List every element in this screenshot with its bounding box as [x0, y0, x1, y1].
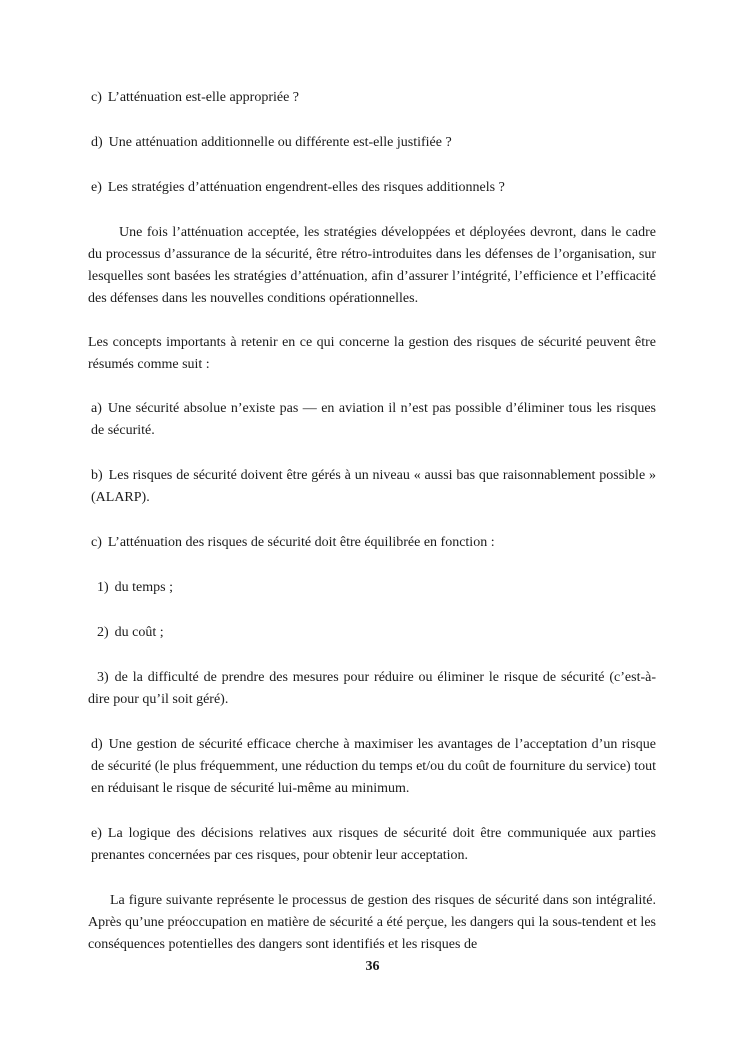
sub-item-2-label: 2) [97, 625, 109, 640]
document-page [88, 87, 656, 978]
question-d [88, 132, 656, 154]
concept-d-label: d) [91, 737, 103, 752]
question-d-text: Une atténuation additionnelle ou différente est-elle justifiée ? [108, 135, 452, 150]
question-e-label: e) [91, 180, 102, 195]
question-c-text: L’atténuation est-elle appropriée ? [107, 90, 300, 105]
question-e-text: Les stratégies d’atténuation engendrent-elles des risques additionnels ? [107, 180, 505, 195]
concept-d [88, 734, 656, 800]
paragraph-figure-intro: La figure suivante représente le processus de gestion des risques de sécurité dans son intégralité. Après qu’une préoccupation en matière de sécurité a été perçue, les dangers qui la sous-tendent et les conséquences potentielles des dangers sont identifiés et les risques de [88, 893, 656, 952]
sub-item-1 [88, 577, 656, 599]
sub-item-3-label: 3) [97, 670, 109, 685]
question-c-label: c) [91, 90, 102, 105]
concept-d-text: Une gestion de sécurité efficace cherche à maximiser les avantages de l’acceptation d’un risque de sécurité (le plus fréquemment, une réduction du temps et/ou du coût de fourniture du service) tout en réduisant le risque de sécurité lui-même au minimum. [91, 737, 656, 796]
concept-c [88, 532, 656, 554]
question-d-label: d) [91, 135, 103, 150]
question-c [88, 87, 656, 109]
concept-c-label: c) [91, 535, 102, 550]
sub-item-1-label: 1) [97, 580, 109, 595]
concept-a-text: Une sécurité absolue n’existe pas — en aviation il n’est pas possible d’éliminer tous les risques de sécurité. [91, 401, 656, 438]
paragraph-mitigation: Une fois l’atténuation acceptée, les stratégies développées et déployées devront, dans le cadre du processus d’assurance de la sécurité, être rétro-introduites dans les défenses de l’organisation, sur lesquelles sont basées les stratégies d’atténuation, afin d’assurer l’intégrité, l’efficience et l’efficacité des défenses dans les nouvelles conditions opérationnelles. [88, 225, 656, 306]
sub-item-3 [88, 667, 656, 711]
sub-item-2-text: du coût ; [114, 625, 164, 640]
paragraph-concepts-intro: Les concepts importants à retenir en ce qui concerne la gestion des risques de sécurité peuvent être résumés comme suit : [88, 335, 656, 372]
sub-item-3-text: de la difficulté de prendre des mesures pour réduire ou éliminer le risque de sécurité (c’est-à-dire pour qu’il soit géré). [88, 670, 656, 707]
concept-a [88, 398, 656, 442]
sub-item-2 [88, 622, 656, 644]
question-e [88, 177, 656, 199]
concept-b [88, 465, 656, 509]
page-number: 36 [365, 959, 380, 974]
concept-b-text: Les risques de sécurité doivent être gérés à un niveau « aussi bas que raisonnablement possible » (ALARP). [91, 468, 656, 505]
concept-e [88, 823, 656, 867]
concept-b-label: b) [91, 468, 103, 483]
concept-c-text: L’atténuation des risques de sécurité doit être équilibrée en fonction : [107, 535, 495, 550]
concept-e-text: La logique des décisions relatives aux risques de sécurité doit être communiquée aux parties prenantes concernées par ces risques, pour obtenir leur acceptation. [91, 826, 656, 863]
concept-e-label: e) [91, 826, 102, 841]
sub-item-1-text: du temps ; [114, 580, 174, 595]
concept-a-label: a) [91, 401, 102, 416]
